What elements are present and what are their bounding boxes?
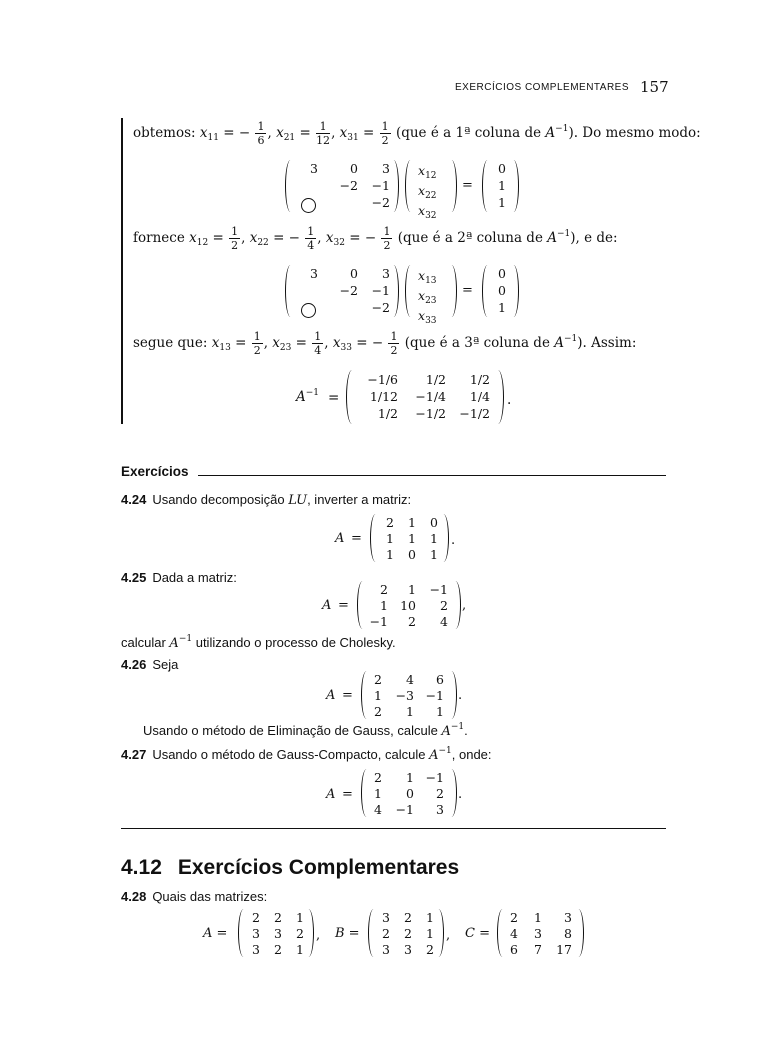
zero-block-circle: [301, 303, 316, 318]
exercise-4-25: 4.25 Dada a matriz:: [121, 570, 237, 585]
page-number: 157: [640, 78, 669, 96]
exercise-4-26: 4.26 Seja: [121, 657, 179, 672]
proof-margin-bar: [121, 118, 123, 424]
section-title: Exercícios Complementares: [177, 856, 460, 879]
unknowns-2: $x_{13}$ $x_{23}$ $x_{33}$: [418, 268, 437, 326]
upper-matrix-2: 3 0 3 −2 −1 −2: [310, 266, 390, 315]
exercise-4-28: 4.28 Quais das matrizes:: [121, 889, 268, 904]
zero-block-circle: [301, 198, 316, 213]
proof-line-1: obtemos: $x_{11}$ = − $\frac{1}{6}$ , $x_{21}$ = $\frac{1}{12}$ , $x_{31}$ = $\frac{1}{2}$ (que é a 1ª coluna de $A^{-1}$). Do mesmo modo:: [133, 120, 701, 147]
exercise-4-26-task: Usando o método de Eliminação de Gauss, calcule $A^{-1}$.: [143, 722, 468, 739]
exercises-heading: Exercícios: [121, 464, 189, 479]
rhs-1: 0 1 1: [498, 161, 506, 210]
running-header: EXERCÍCIOS COMPLEMENTARES: [455, 82, 630, 93]
proof-line-2: fornece $x_{12}$ = $\frac{1}{2}$ , $x_{22}$ = − $\frac{1}{4}$ , $x_{32}$ = − $\frac{1}{2}$ (que é a 2ª coluna de $A^{-1}$), e de:: [133, 225, 618, 252]
inverse-matrix: −1/6 1/2 1/2 1/12 −1/4 1/4 1/2 −1/2 −1/2: [367, 372, 490, 421]
exercise-4-24: 4.24 Usando decomposição LU, inverter a matriz:: [121, 492, 412, 508]
exercises-rule: [198, 475, 666, 476]
exercise-4-25-task: calcular $A^{-1}$ utilizando o processo de Cholesky.: [121, 634, 396, 651]
rhs-2: 0 0 1: [498, 266, 506, 315]
section-number: 4.12: [121, 856, 162, 879]
exercises-end-rule: [121, 828, 666, 829]
upper-matrix-1: 3 0 3 −2 −1 −2: [310, 161, 390, 210]
section-heading: [121, 856, 459, 880]
exercise-4-27: 4.27 Usando o método de Gauss-Compacto, calcule $A^{-1}$, onde:: [121, 746, 492, 763]
proof-line-3: segue que: $x_{13}$ = $\frac{1}{2}$ , $x_{23}$ = $\frac{1}{4}$ , $x_{33}$ = − $\frac{1}{2}$ (que é a 3ª coluna de $A^{-1}$). Assim:: [133, 330, 637, 357]
unknowns-1: $x_{12}$ $x_{22}$ $x_{32}$: [418, 163, 437, 221]
